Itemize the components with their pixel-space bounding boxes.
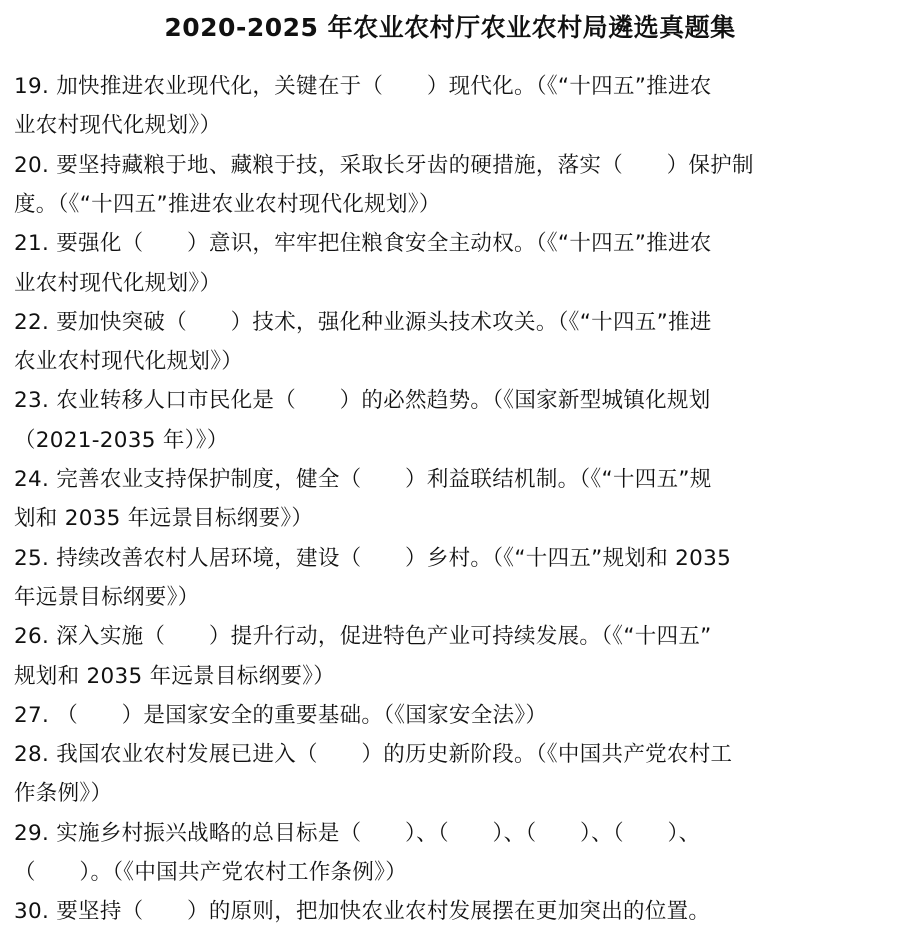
text-line: 规划和 2035 年远景目标纲要》） (14, 663, 336, 689)
text-line: 20. 要坚持藏粮于地、藏粮于技，采取长牙齿的硬措施，落实（ ）保护制 (14, 152, 754, 178)
text-line: 22. 要加快突破（ ）技术，强化种业源头技术攻关。（《“十四五”推进 (14, 309, 712, 335)
text-line: （ ）。（《中国共产党农村工作条例》） (14, 860, 408, 885)
text-line: 划和 2035 年远景目标纲要》） (14, 506, 314, 532)
text-line: 29. 实施乡村振兴战略的总目标是（ ）、（ ）、（ ）、（ ）、 (14, 820, 701, 846)
text-line: 业农村现代化规划》） (14, 113, 222, 139)
text-line: 农业农村现代化规划》） (14, 349, 244, 375)
text-line: 25. 持续改善农村人居环境，建设（ ）乡村。（《“十四五”规划和 2035 (14, 545, 732, 571)
text-line: 年远景目标纲要》） (14, 584, 200, 610)
text-line: 26. 深入实施（ ）提升行动，促进特色产业可持续发展。（《“十四五” (14, 624, 712, 650)
text-line: 24. 完善农业支持保护制度，健全（ ）利益联结机制。（《“十四五”规 (14, 467, 712, 492)
text-line: （2021-2035 年）》） (14, 427, 229, 453)
text-line: 28. 我国农业农村发展已进入（ ）的历史新阶段。（《中国共产党农村工 (14, 742, 733, 768)
text-line: 业农村现代化规划》） (14, 270, 222, 296)
text-line: 作条例》） (14, 781, 113, 807)
text-line: 30. 要坚持（ ）的原则，把加快农业农村发展摆在更加突出的位置。 (14, 899, 711, 925)
page-title: 2020-2025 年农业农村厅农业农村局遴选真题集 (164, 13, 736, 42)
text-line: 23. 农业转移人口市民化是（ ）的必然趋势。（《国家新型城镇化规划 (14, 388, 711, 414)
text-line: 21. 要强化（ ）意识，牢牢把住粮食安全主动权。（《“十四五”推进农 (14, 231, 712, 257)
text-line: 19. 加快推进农业现代化，关键在于（ ）现代化。（《“十四五”推进农 (14, 74, 712, 99)
text-line: 27. （ ）是国家安全的重要基础。（《国家安全法》） (14, 702, 548, 728)
text-line: 度。（《“十四五”推进农业农村现代化规划》） (14, 191, 441, 217)
